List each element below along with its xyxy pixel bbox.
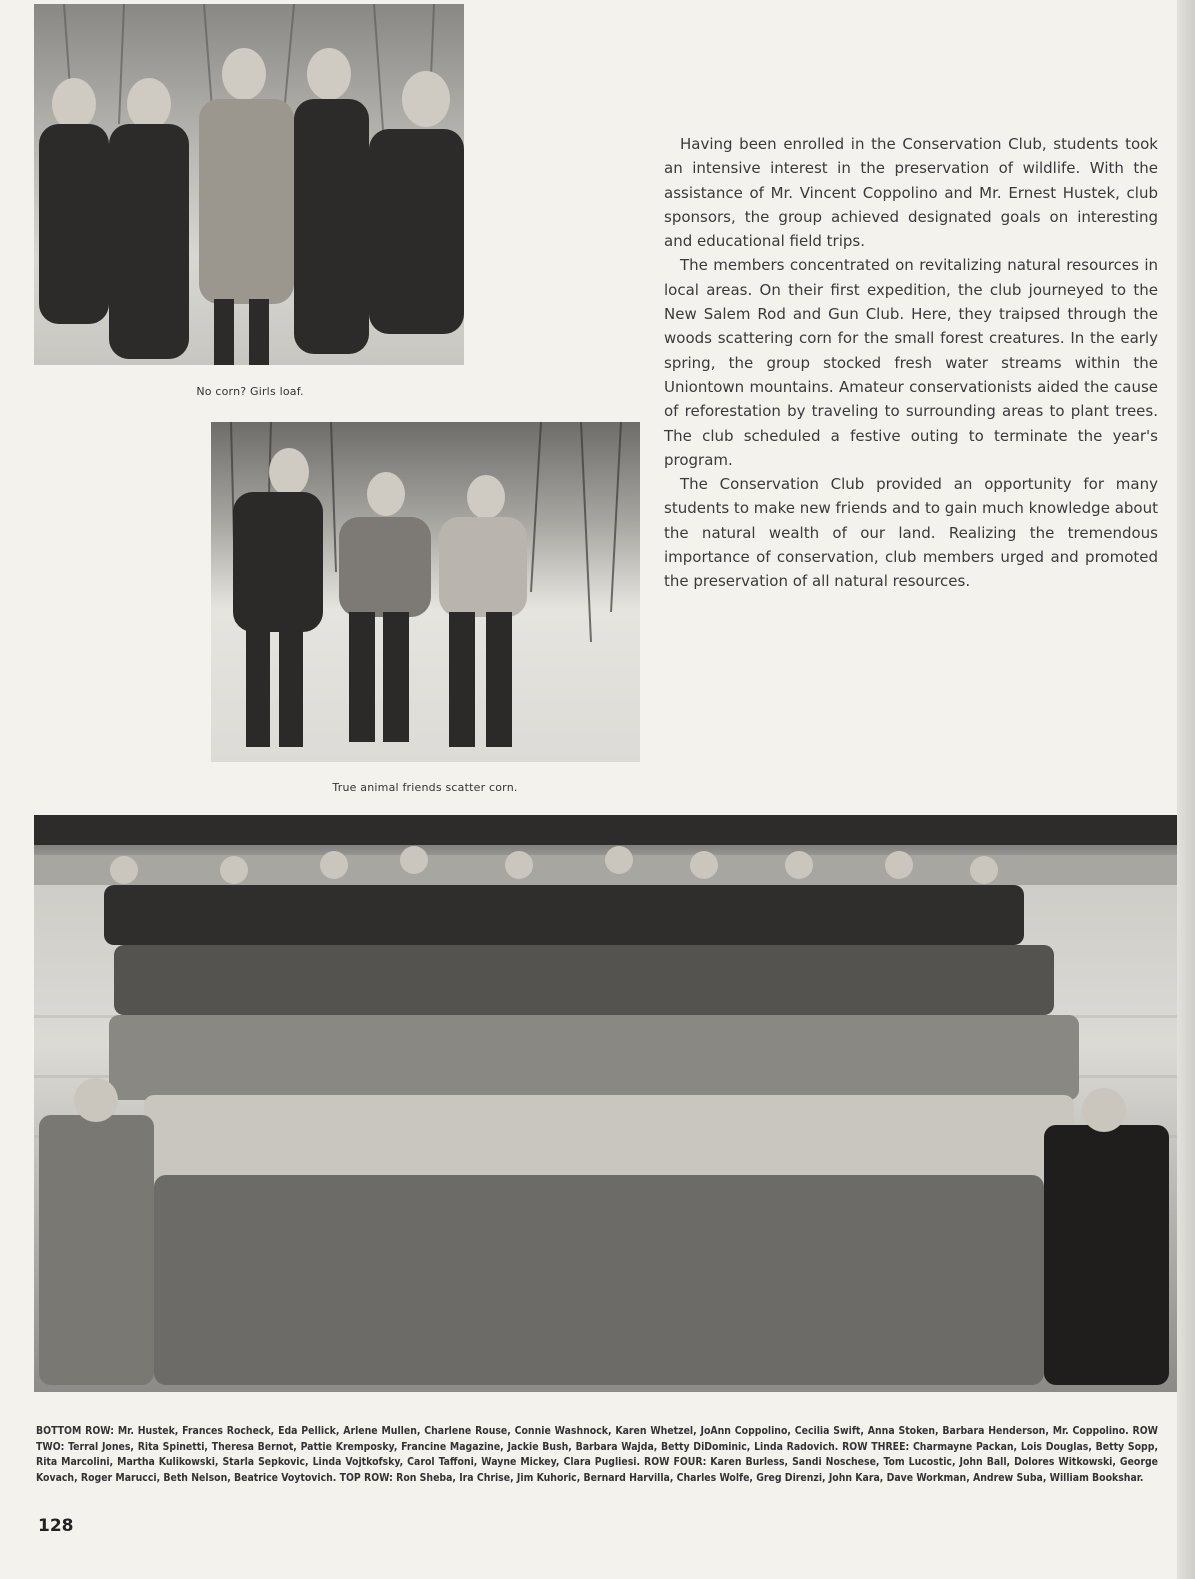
caption-top-left-photo: No corn? Girls loaf. [196, 385, 304, 398]
paragraph-2: The members concentrated on revitalizing natural resources in local areas. On their first expedition, the club journeyed to the New Salem Rod and Gun Club. Here, they traipsed through the woods scattering corn for the small forest creatures. In the early spring, the group stocked fresh water streams within the Uniontown mountains. Amateur conservationists aided the cause of reforestation by traveling to surrounding areas to plant trees. The club scheduled a festive outing to terminate the year's program. [664, 256, 1158, 469]
photo-girls-in-coats [34, 4, 464, 365]
page-edge [1177, 0, 1195, 1579]
paragraph-1: Having been enrolled in the Conservation Club, students took an intensive interest in the preservation of wildlife. With the assistance of Mr. Vincent Coppolino and Mr. Ernest Hustek, club sponsors, the group achieved designated goals on interesting and educational field trips. [664, 135, 1158, 251]
group-photo-names-caption: BOTTOM ROW: Mr. Hustek, Frances Rocheck, Eda Pellick, Arlene Mullen, Charlene Rouse, Connie Washnock, Karen Whetzel, JoAnn Coppolino, Cecilia Swift, Anna Stoken, Barbara Henderson, Mr. Coppolino. ROW TWO: Terral Jones, Rita Spinetti, Theresa Bernot, Pattie Kremposky, Francine Magazine, Jackie Bush, Barbara Wajda, Betty DiDominic, Linda Radovich. ROW THREE: Charmayne Packan, Lois Douglas, Betty Sopp, Rita Marcolini, Martha Kulikowski, Starla Sepkovic, Linda Vojtkofsky, Carol Taffoni, Wayne Mickey, Clara Pugliesi. ROW FOUR: Karen Burless, Sandi Noschese, Tom Lucostic, John Ball, Dolores Witkowski, George Kovach, Roger Marucci, Beth Nelson, Beatrice Voytovich. TOP ROW: Ron Sheba, Ira Chrise, Jim Kuhoric, Bernard Harvilla, Charles Wolfe, Greg Direnzi, John Kara, Dave Workman, Andrew Suba, William Bookshar. [36, 1425, 1158, 1484]
photo-students-in-snow [211, 422, 640, 762]
article-body-text [664, 132, 1158, 594]
caption-middle-photo: True animal friends scatter corn. [332, 781, 518, 794]
paragraph-3: The Conservation Club provided an opportunity for many students to make new friends and to gain much knowledge about the natural wealth of our land. Realizing the tremendous importance of conservation, club members urged and promoted the preservation of all natural resources. [664, 475, 1158, 591]
page-number: 128 [38, 1516, 74, 1536]
photo-conservation-club-group [34, 815, 1177, 1392]
